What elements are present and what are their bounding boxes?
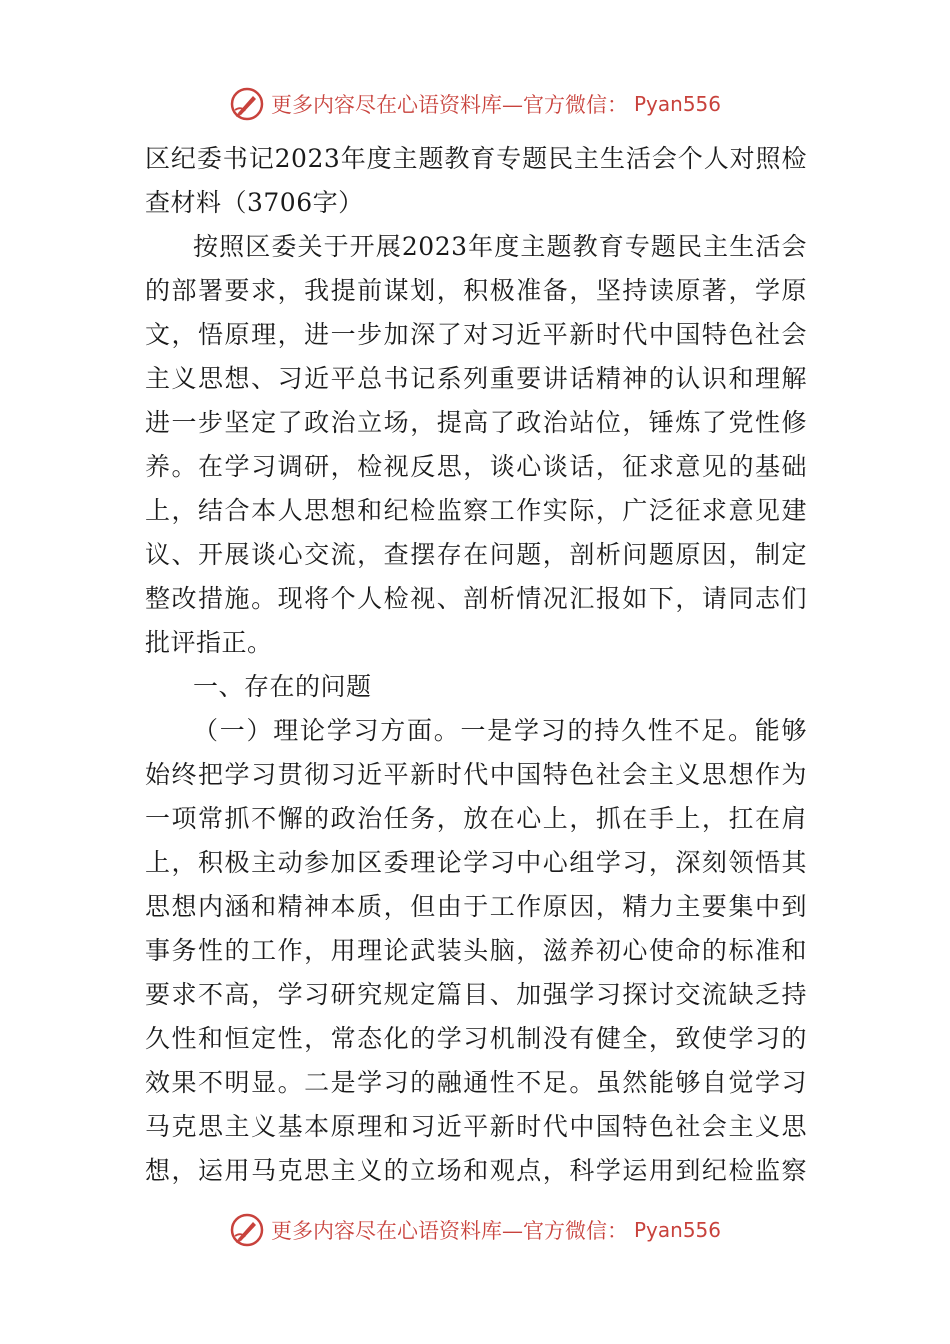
paragraph-line: 文，悟原理，进一步加深了对习近平新时代中国特色社会 (145, 320, 807, 349)
paragraph-line: 始终把学习贯彻习近平新时代中国特色社会主义思想作为 (145, 760, 807, 789)
watermark-handle: Pyan556 (633, 1218, 721, 1242)
title-line: 区纪委书记2023年度主题教育专题民主生活会个人对照检 (145, 144, 807, 173)
watermark-text: 更多内容尽在心语资料库—官方微信： (270, 1219, 628, 1243)
paragraph-line: 上，结合本人思想和纪检监察工作实际，广泛征求意见建 (145, 496, 807, 525)
paragraph-line: 要求不高，学习研究规定篇目、加强学习探讨交流缺乏持 (145, 980, 807, 1009)
paragraph-line: 想，运用马克思主义的立场和观点，科学运用到纪检监察 (145, 1156, 807, 1185)
title-line: 查材料（3706字） (145, 188, 364, 217)
paragraph-line: 主义思想、习近平总书记系列重要讲话精神的认识和理解 (145, 364, 807, 393)
watermark-header (0, 84, 950, 124)
section-heading: 一、存在的问题 (193, 672, 372, 701)
paragraph-line: 事务性的工作，用理论武装头脑，滋养初心使命的标准和 (145, 936, 807, 965)
paragraph-line: 的部署要求，我提前谋划，积极准备，坚持读原著，学原 (145, 276, 807, 305)
paragraph-line: 马克思主义基本原理和习近平新时代中国特色社会主义思 (145, 1112, 807, 1141)
watermark-text: 更多内容尽在心语资料库—官方微信： (270, 93, 628, 117)
document-title (145, 137, 807, 225)
paragraph-line: 议、开展谈心交流，查摆存在问题，剖析问题原因，制定 (145, 540, 807, 569)
pen-logo-icon (229, 1212, 265, 1248)
watermark-footer (0, 1210, 950, 1250)
paragraph-line: 整改措施。现将个人检视、剖析情况汇报如下，请同志们 (145, 584, 807, 613)
paragraph-line: 按照区委关于开展2023年度主题教育专题民主生活会 (193, 232, 807, 261)
paragraph-line: 养。在学习调研，检视反思，谈心谈话，征求意见的基础 (145, 452, 807, 481)
pen-logo-icon (229, 86, 265, 122)
paragraph-line: （一）理论学习方面。一是学习的持久性不足。能够 (193, 716, 807, 745)
paragraph-line: 一项常抓不懈的政治任务，放在心上，抓在手上，扛在肩 (145, 804, 807, 833)
paragraph-line: 上，积极主动参加区委理论学习中心组学习，深刻领悟其 (145, 848, 807, 877)
section-paragraph (145, 709, 807, 1193)
paragraph-line: 久性和恒定性，常态化的学习机制没有健全，致使学习的 (145, 1024, 807, 1053)
paragraph-line: 思想内涵和精神本质，但由于工作原因，精力主要集中到 (145, 892, 807, 921)
paragraph-line: 进一步坚定了政治立场，提高了政治站位，锤炼了党性修 (145, 408, 807, 437)
document-body (145, 137, 807, 1193)
paragraph-line: 批评指正。 (145, 628, 273, 657)
intro-paragraph (145, 225, 807, 665)
watermark-handle: Pyan556 (633, 92, 721, 116)
paragraph-line: 效果不明显。二是学习的融通性不足。虽然能够自觉学习 (145, 1068, 807, 1097)
